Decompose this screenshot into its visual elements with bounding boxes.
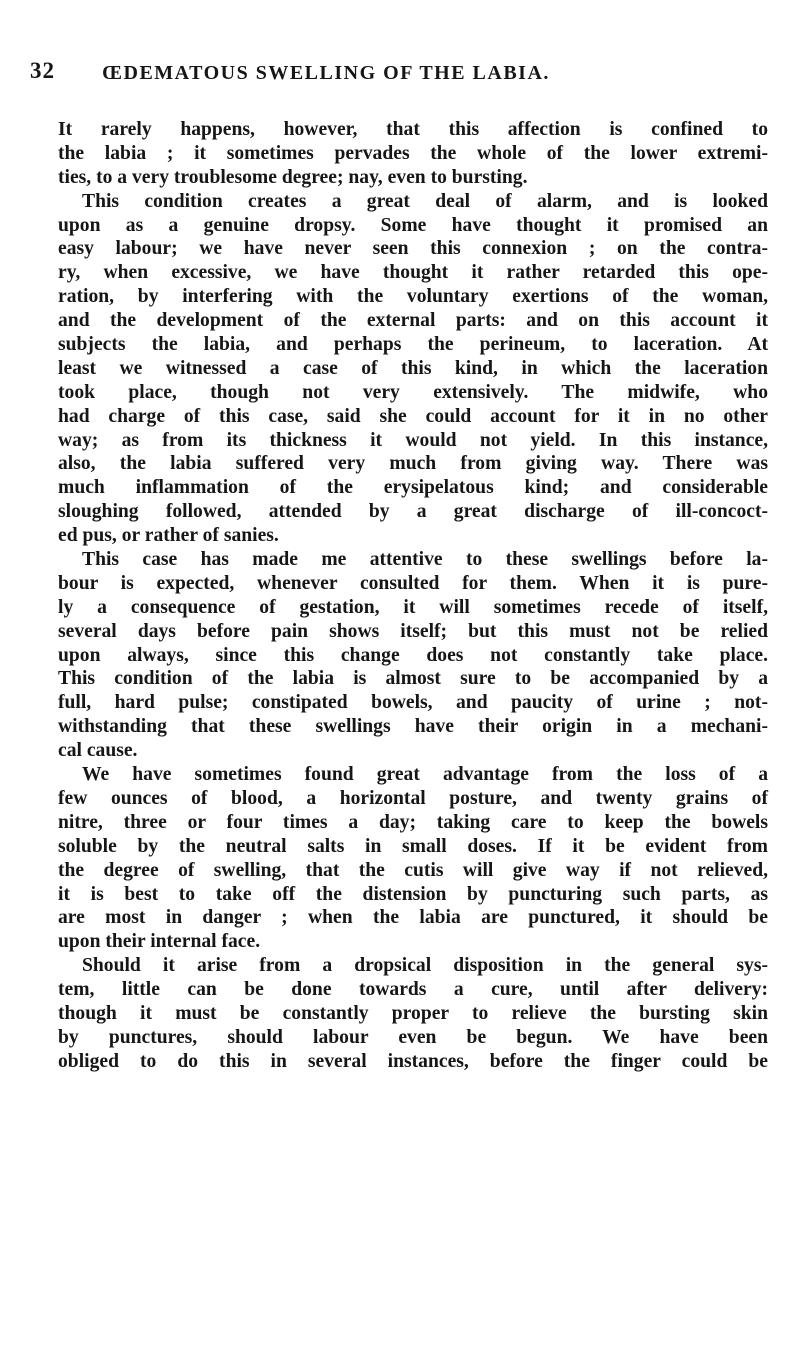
text-line: by punctures, should labour even be begun. We have been	[58, 1026, 768, 1048]
text-line: subjects the labia, and perhaps the perineum, to laceration. At	[58, 334, 768, 356]
text-line: and the development of the external parts: and on this account it	[58, 310, 768, 332]
text-line: sloughing followed, attended by a great discharge of ill-concoct-	[58, 501, 768, 523]
text-line: few ounces of blood, a horizontal posture, and twenty grains of	[58, 787, 768, 809]
text-line: least we witnessed a case of this kind, in which the laceration	[58, 357, 768, 379]
text-line: ration, by interfering with the voluntary exertions of the woman,	[58, 286, 768, 308]
text-line: upon always, since this change does not constantly take place.	[58, 644, 768, 666]
text-line: had charge of this case, said she could account for it in no other	[58, 405, 768, 427]
text-line: This condition of the labia is almost sure to be accompanied by a	[58, 668, 768, 690]
text-line: easy labour; we have never seen this connexion ; on the contra-	[58, 238, 768, 260]
text-line: way; as from its thickness it would not yield. In this instance,	[58, 429, 768, 451]
text-line: tem, little can be done towards a cure, until after delivery:	[58, 979, 768, 1001]
text-line: upon as a genuine dropsy. Some have thought it promised an	[58, 214, 768, 236]
paragraph	[58, 548, 768, 763]
text-line: Should it arise from a dropsical disposition in the general sys-	[82, 955, 768, 977]
text-line: the degree of swelling, that the cutis will give way if not relieved,	[58, 859, 768, 881]
text-line: took place, though not very extensively. The midwife, who	[58, 381, 768, 403]
page-number: 32	[30, 58, 55, 83]
text-line: nitre, three or four times a day; taking care to keep the bowels	[58, 811, 768, 833]
text-line: We have sometimes found great advantage from the loss of a	[82, 764, 768, 786]
text-line: obliged to do this in several instances, before the finger could be	[58, 1050, 768, 1072]
page-header	[30, 58, 770, 88]
text-line: are most in danger ; when the labia are punctured, it should be	[58, 907, 768, 929]
paragraph	[58, 763, 768, 954]
paragraph	[58, 954, 768, 1073]
text-line: though it must be constantly proper to relieve the bursting skin	[58, 1002, 768, 1024]
text-line: ly a consequence of gestation, it will sometimes recede of itself,	[58, 596, 768, 618]
text-line: much inflammation of the erysipelatous kind; and considerable	[58, 477, 768, 499]
running-head: ŒDEMATOUS SWELLING OF THE LABIA.	[102, 62, 550, 84]
text-line: soluble by the neutral salts in small doses. If it be evident from	[58, 835, 768, 857]
text-line: ed pus, or rather of sanies.	[58, 525, 279, 547]
text-line: This case has made me attentive to these swellings before la-	[82, 549, 768, 571]
text-line: ry, when excessive, we have thought it rather retarded this ope-	[58, 262, 768, 284]
text-line: the labia ; it sometimes pervades the whole of the lower extremi-	[58, 142, 768, 164]
text-line: also, the labia suffered very much from giving way. There was	[58, 453, 768, 475]
text-line: This condition creates a great deal of alarm, and is looked	[82, 190, 768, 212]
body-text	[58, 118, 768, 1074]
text-line: It rarely happens, however, that this affection is confined to	[58, 119, 768, 140]
text-line: full, hard pulse; constipated bowels, and paucity of urine ; not-	[58, 692, 768, 714]
text-line: upon their internal face.	[58, 931, 261, 953]
text-line: it is best to take off the distension by puncturing such parts, as	[58, 883, 768, 905]
text-line: ties, to a very troublesome degree; nay, even to bursting.	[58, 166, 528, 188]
text-line: bour is expected, whenever consulted for them. When it is pure-	[58, 572, 768, 594]
text-line: cal cause.	[58, 740, 138, 762]
text-line: several days before pain shows itself; but this must not be relied	[58, 620, 768, 642]
paragraph	[58, 190, 768, 548]
text-line: withstanding that these swellings have their origin in a mechani-	[58, 716, 768, 738]
paragraph	[58, 118, 768, 190]
